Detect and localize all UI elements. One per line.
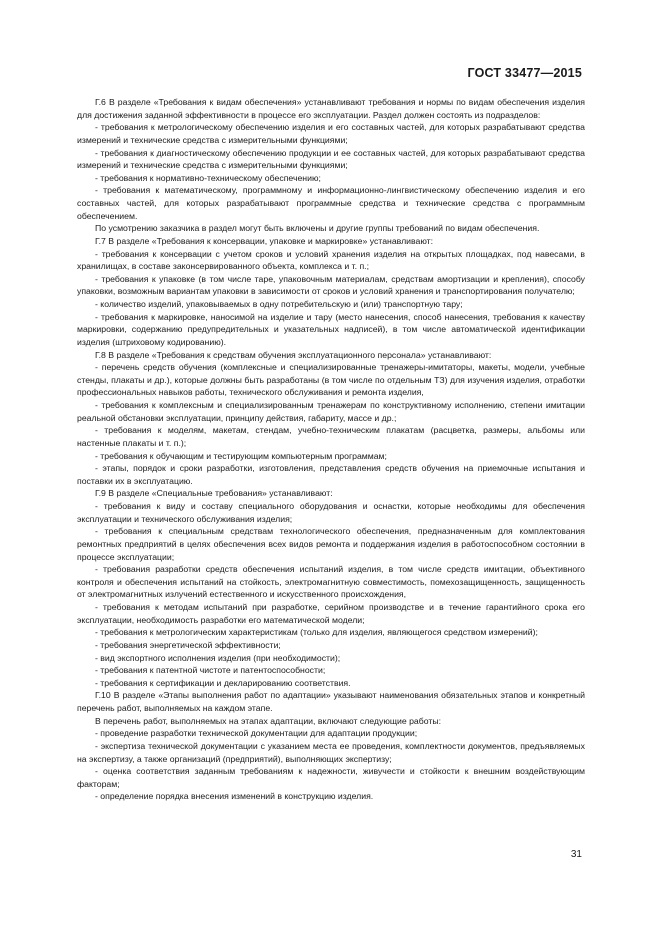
page-number: 31 <box>570 849 582 860</box>
paragraph: - требования к виду и составу специального оборудования и оснастки, которые необходимы для обеспечения эксплуатации и технического обслуживания изделия; <box>77 501 585 524</box>
paragraph: - требования энергетической эффективности; <box>95 639 281 650</box>
paragraph: - проведение разработки технической документации для адаптации продукции; <box>95 728 418 739</box>
paragraph: - требования к консервации с учетом сроков и условий хранения изделия на открытых площадках, под навесами, в хранилищах, в составе законсервированного объекта, комплекса и т. п.; <box>77 248 585 272</box>
standard-header: ГОСТ 33477—2015 <box>467 66 582 80</box>
paragraph: В перечень работ, выполняемых на этапах адаптации, включают следующие работы: <box>95 715 441 726</box>
paragraph: - этапы, порядок и сроки разработки, изготовления, представления средств обучения на приемочные испытания и поставки их в эксплуатацию. <box>77 463 585 486</box>
paragraph: - количество изделий, упаковываемых в одну потребительскую и (или) транспортную тару; <box>95 299 463 309</box>
paragraph: - требования к патентной чистоте и патентоспособности; <box>95 665 326 676</box>
paragraph: - требования к метрологическим характеристикам (только для изделия, являющегося средством измерений); <box>95 627 538 638</box>
paragraph: - экспертиза технической документации с указанием места ее проведения, комплектности документов, предъявляемых на экспертизу, а также организаций (предприятий), выполняющих экспертизу; <box>77 740 585 764</box>
paragraph: - требования к специальным средствам технологического обеспечения, предназначенным для комплектования ремонтных предприятий в целях обеспечения всех видов ремонта и поддержания изделия в работоспособном состоянии в процессе эксплуатации; <box>77 526 585 562</box>
paragraph: Г.9 В разделе «Специальные требования» устанавливают: <box>95 488 333 499</box>
paragraph: - перечень средств обучения (комплексные и специализированные тренажеры-имитаторы, макеты, модели, учебные стенды, плакаты и др.), которые должны быть разработаны (в том числе по отдельным ТЗ) для изучения изделия, отработки профессиональных навыков работы, технического обслуживания и ремонта изделия, <box>77 362 585 398</box>
paragraph: - требования к обучающим и тестирующим компьютерным программам; <box>95 450 387 461</box>
paragraph: - требования к диагностическому обеспечению продукции и ее составных частей, для которых разрабатывают средства измерений и технические средства с измерительными функциями; <box>77 147 585 171</box>
paragraph: - требования к сертификации и декларированию соответствия. <box>95 677 351 688</box>
paragraph: - определение порядка внесения изменений в конструкцию изделия. <box>95 791 374 802</box>
paragraph: - требования к комплексным и специализированным тренажерам по конструктивному исполнению, степени имитации реальной обстановки эксплуатации, принципу действия, габариту, массе и др.; <box>77 400 585 423</box>
paragraph: - вид экспортного исполнения изделия (при необходимости); <box>95 652 341 663</box>
document-body <box>77 96 585 803</box>
paragraph: Г.8 В разделе «Требования к средствам обучения эксплуатационного персонала» устанавливают: <box>95 349 492 360</box>
paragraph: - требования к маркировке, наносимой на изделие и тару (место нанесения, способ нанесения, требования к качеству маркировки, содержанию предупредительных и указательных надписей), в том числе автоматической идентификации изделия (штриховому кодированию). <box>77 311 585 347</box>
paragraph: - требования к упаковке (в том числе таре, упаковочным материалам, средствам амортизации и крепления), способу упаковки, возможным вариантам упаковки в зависимости от сроков и условий хранения и транспортирования получателю; <box>77 273 585 297</box>
paragraph: - требования к моделям, макетам, стендам, учебно-техническим плакатам (расцветка, размеры, альбомы или настенные плакаты и т. п.); <box>77 425 585 448</box>
paragraph: - требования к методам испытаний при разработке, серийном производстве и в течение гарантийного срока его эксплуатации, необходимость разработки его математической модели; <box>77 602 585 625</box>
paragraph: - оценка соответствия заданным требованиям к надежности, живучести и стойкости к внешним воздействующим факторам; <box>77 766 585 789</box>
paragraph: - требования разработки средств обеспечения испытаний изделия, в том числе средств имитации, объективного контроля и обеспечения испытаний на стойкость, электромагнитную совместимость, помехозащищенность, защищенность от электромагнитных излучений естественного и искусственного происхождения, <box>77 564 585 600</box>
paragraph: Г.10 В разделе «Этапы выполнения работ по адаптации» указывают наименования обязательных этапов и конкретный перечень работ, выполняемых на каждом этапе. <box>77 690 585 713</box>
paragraph: Г.7 В разделе «Требования к консервации, упаковке и маркировке» устанавливают: <box>95 235 434 246</box>
paragraph: По усмотрению заказчика в раздел могут быть включены и другие группы требований по видам обеспечения. <box>95 223 540 234</box>
paragraph: - требования к математическому, программному и информационно-лингвистическому обеспечению изделия и его составных частей, для которых разрабатывают программные средства и технические средства с программным обеспечением. <box>77 185 585 221</box>
paragraph: - требования к нормативно-техническому обеспечению; <box>95 172 321 183</box>
paragraph: - требования к метрологическому обеспечению изделия и его составных частей, для которых разрабатывают средства измерений и технические средства с измерительными функциями; <box>77 122 585 145</box>
paragraph: Г.6 В разделе «Требования к видам обеспечения» устанавливают требования и нормы по видам обеспечения изделия для достижения заданной эффективности в процессе его эксплуатации. Раздел должен состоять из подразделов: <box>77 97 585 120</box>
